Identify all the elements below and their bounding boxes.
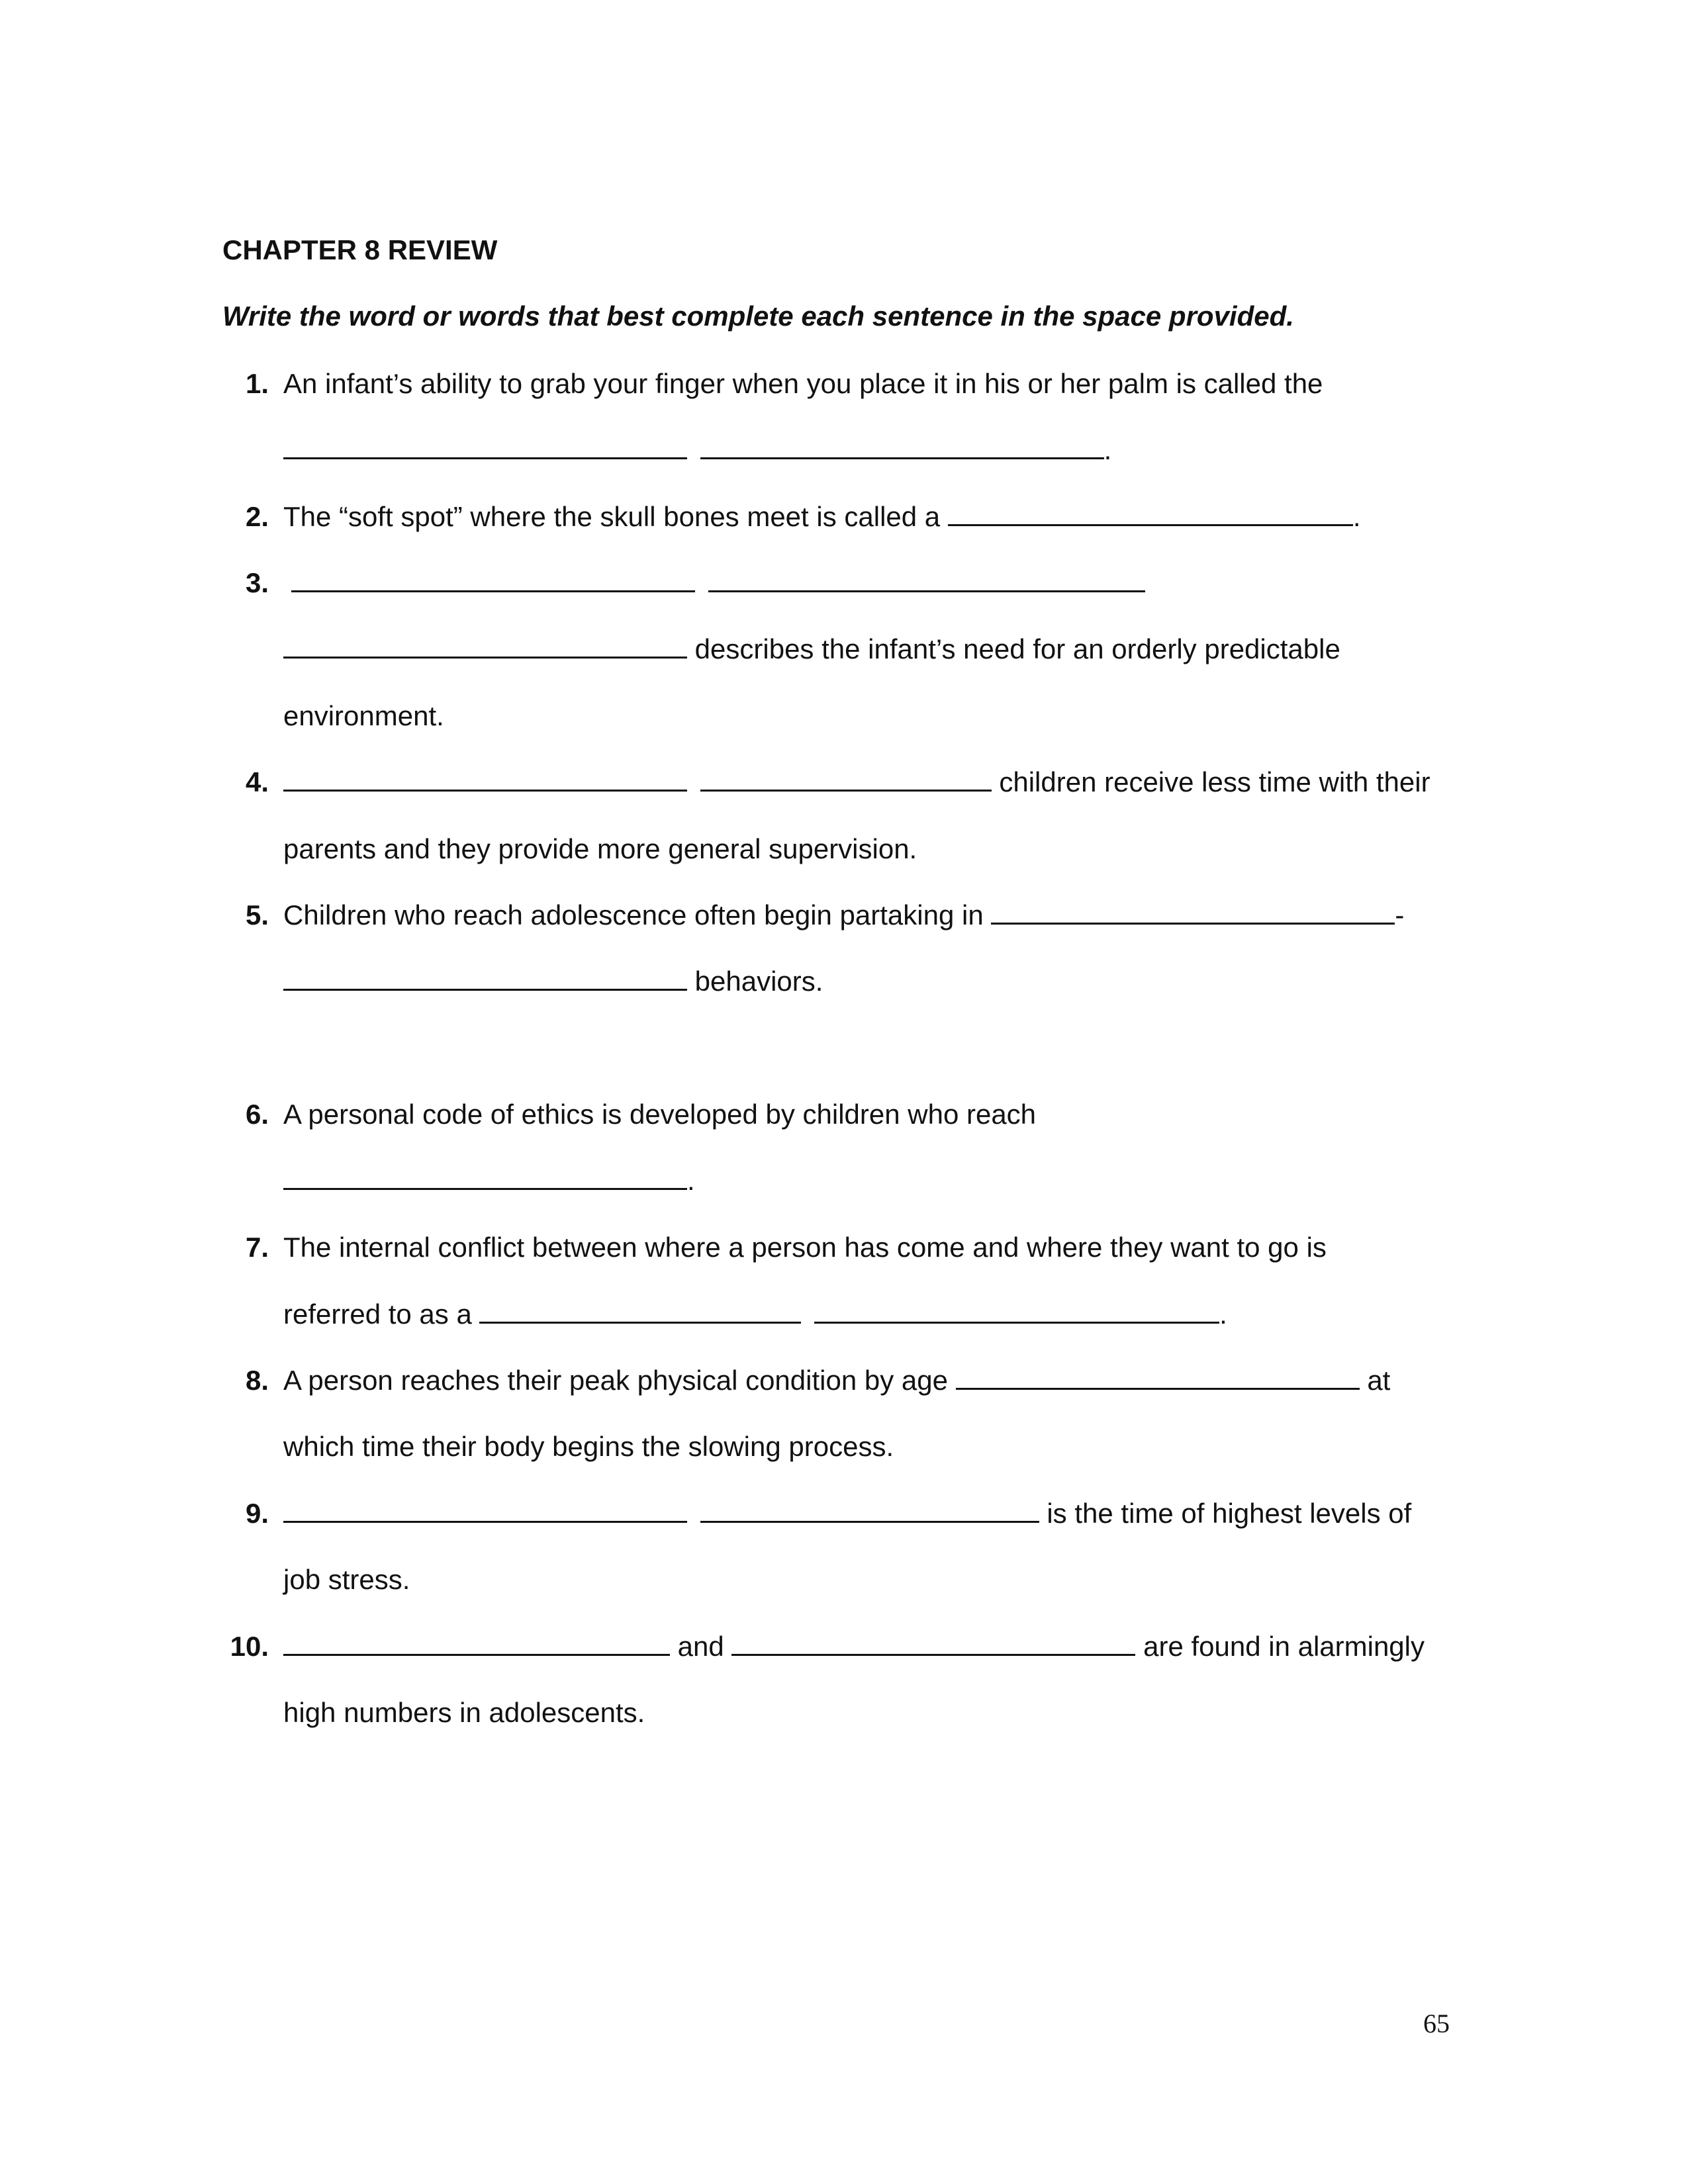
question-number-4: 4. [245,766,269,797]
question-10-and: and [677,1631,724,1662]
answer-blank[interactable] [991,899,1395,925]
question-number-8: 8. [245,1365,269,1396]
answer-blank[interactable] [291,567,695,592]
question-3-continued: environment. [283,700,444,731]
answer-blank[interactable] [708,567,1145,592]
answer-blank[interactable] [283,1630,670,1656]
question-5-prompt-end: behaviors. [694,966,823,997]
question-7-end: . [1219,1298,1227,1330]
question-number-7: 7. [245,1232,269,1263]
question-9-prompt: is the time of highest levels of [1047,1498,1412,1529]
question-10-text [283,1628,1425,1665]
question-6-text: A personal code of ethics is developed by children who reach [283,1099,1037,1130]
question-2-prompt: The “soft spot” where the skull bones meet is called a [283,501,941,532]
answer-blank[interactable] [814,1298,1219,1324]
question-number-1: 1. [245,368,269,399]
question-5-continued [283,963,823,1000]
question-8-text [283,1362,1390,1399]
question-number-9: 9. [245,1498,269,1529]
answer-blank[interactable] [283,965,687,991]
question-8-after: at [1367,1365,1391,1396]
answer-blank[interactable] [283,766,687,792]
answer-blank[interactable] [700,766,992,792]
question-5-text [283,897,1404,934]
question-number-3: 3. [245,567,269,598]
instructions: Write the word or words that best complete each sentence in the space provided. [222,300,1294,332]
answer-blank[interactable] [700,433,1104,459]
question-5-hyphen: - [1395,899,1405,931]
answer-blank[interactable] [731,1630,1135,1656]
question-4-prompt: children receive less time with their [999,766,1430,797]
question-10-prompt: are found in alarmingly [1143,1631,1425,1662]
page-title: CHAPTER 8 REVIEW [222,234,498,265]
question-7-text: The internal conflict between where a person has come and where they want to go is [283,1232,1327,1263]
question-4-text [283,764,1430,801]
question-2-text [283,498,1361,535]
answer-blank[interactable] [956,1364,1360,1390]
page-number: 65 [1423,2009,1450,2038]
question-1-text: An infant’s ability to grab your finger when you place it in his or her palm is called the [283,368,1323,399]
question-8-prompt: A person reaches their peak physical condition by age [283,1365,948,1396]
question-6-answer-line [283,1162,695,1199]
question-6-end: . [687,1165,695,1196]
question-4-continued: parents and they provide more general supervision. [283,833,917,864]
question-9-text [283,1495,1411,1532]
answer-blank[interactable] [283,633,687,659]
question-1-answer-line [283,432,1111,469]
answer-blank[interactable] [283,1497,687,1523]
question-7-continued [283,1296,1227,1333]
question-number-2: 2. [245,501,269,532]
question-3-prompt: describes the infant’s need for an orderly predictable [694,633,1340,664]
question-5-prompt: Children who reach adolescence often begin partaking in [283,899,984,931]
question-2-end: . [1352,501,1361,532]
question-number-10: 10. [230,1631,269,1662]
question-number-6: 6. [245,1099,269,1130]
question-8-continued: which time their body begins the slowing process. [283,1431,894,1462]
question-7-prompt: referred to as a [283,1298,472,1330]
answer-blank[interactable] [479,1298,801,1324]
answer-blank[interactable] [700,1497,1039,1523]
question-3-text [283,631,1340,668]
answer-blank[interactable] [948,500,1353,526]
question-1-end: . [1103,434,1112,465]
question-3-answer-line [291,565,1145,602]
question-9-continued: job stress. [283,1564,410,1595]
question-10-continued: high numbers in adolescents. [283,1697,645,1728]
question-number-5: 5. [245,899,269,931]
answer-blank[interactable] [283,433,687,459]
answer-blank[interactable] [283,1164,687,1190]
